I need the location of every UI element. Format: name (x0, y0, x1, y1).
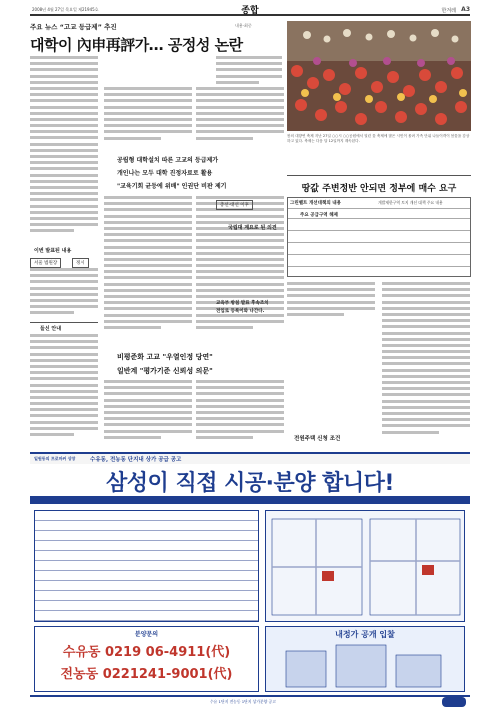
table-row (35, 521, 258, 531)
samsung-ad (30, 452, 470, 707)
side-subhead-1: 이번 발표된 내용 (34, 248, 72, 254)
table-row (288, 266, 470, 267)
article-kicker: 주요 뉴스 “고교 등급제” 추진 (30, 23, 117, 31)
subhead-col2-c: "교육기회 균등에 위배" 인권단 비판 제기 (117, 183, 227, 190)
box-label-2: 정시 (72, 258, 89, 268)
table-row (35, 511, 258, 521)
subhead-col2-bottom-a: 비평준화 고교 "우열인정 당연" (117, 353, 213, 361)
ad-top-headline: 수유동, 전농동 단지내 상가 공급 공고 (90, 457, 182, 463)
body-text-col1 (30, 56, 98, 244)
bid-label: 내정가 공개 입찰 (335, 630, 395, 639)
right-sub-a: 그린벨트 개선대책의 내용 (290, 201, 341, 206)
building-icon (266, 641, 466, 693)
table-row (35, 531, 258, 541)
phone-number-2[interactable]: 전농동 0221241-9001(代) (60, 667, 233, 682)
table-row (288, 254, 470, 255)
table-row (288, 242, 470, 243)
divider (30, 322, 98, 323)
table-heading: 개발제한구역 토지 개선 대책 주요 내용 (378, 200, 443, 205)
body-text-col1-c (30, 334, 98, 444)
right-subhead-bottom: 전원주택 신청 조건 (294, 436, 341, 442)
body-text-col2d (196, 196, 284, 338)
ad-divider-bar (30, 496, 470, 504)
body-text-col1-b (30, 268, 98, 318)
masthead-date: 2008년 4월 27일 목요일 제21945호 (32, 7, 99, 12)
policy-table (287, 197, 471, 277)
masthead (30, 4, 470, 16)
table-row (35, 561, 258, 571)
photo-caption: 봄의 대향연 축제 지난 27일 ○○시 ○○공원에서 열린 꽃 축제에 많은 시민이 몰려 가족 단위 나들이객이 봄꽃을 감상하고 있다. 축제는 다음 달 12일까지 계속된다. (287, 134, 470, 143)
article-headline: 대학이 內申再評가… 공정성 논란 (30, 36, 243, 54)
ad-table (34, 510, 259, 622)
body-text-col2e (104, 380, 192, 444)
body-text-col2c (104, 196, 192, 338)
flower-festival-photo (287, 21, 471, 131)
table-row (288, 230, 470, 231)
body-text-col2b (196, 87, 284, 145)
table-row (35, 591, 258, 601)
divider (287, 175, 471, 176)
table-row (35, 541, 258, 551)
table-row (35, 551, 258, 561)
ad-bid-box (265, 626, 465, 692)
page-number: A3 (461, 6, 470, 13)
side-subhead-2: 들신 안내 (40, 326, 62, 332)
table-row (35, 601, 258, 611)
paper-name: 한겨레 (441, 8, 456, 14)
table-row (288, 218, 470, 219)
phone-label: 분양문의 (134, 631, 159, 638)
flower-field-image (287, 21, 471, 131)
body-text-col2f (196, 380, 284, 444)
body-text-col3 (216, 56, 282, 86)
body-text-col2 (104, 87, 192, 145)
section-title: 종합 (241, 6, 259, 16)
body-text-right (287, 282, 375, 322)
table-row (35, 581, 258, 591)
table-row (35, 571, 258, 581)
body-text-right-b (382, 282, 470, 442)
subhead-col2-a: 공립형 대학설치 따른 고교의 등급제가 (117, 157, 219, 164)
subhead-col3-bottom: 교육부 방침 발표 후속조치 (216, 301, 269, 306)
right-headline: 땅값 주변정반 안되면 정부에 매수 요구 (301, 184, 457, 194)
box-label-3: 총선·대선 이후 (216, 200, 253, 210)
subhead-col3-title: 국립대 계요로 된 의견 (228, 225, 277, 231)
ad-title: 삼성이 직접 시공·분양 합니다! (106, 471, 394, 496)
ad-phone-box (34, 626, 259, 692)
phone-number-1[interactable]: 수유동 0219 06-4911(代) (62, 645, 231, 660)
table-row (35, 611, 258, 621)
map-icon (266, 511, 466, 623)
article-byline: 내용·최중 (235, 23, 252, 28)
samsung-logo-icon (442, 697, 466, 707)
ad-top-banner (30, 452, 470, 464)
ad-footer (30, 695, 470, 707)
subhead-col2-bottom-b: 일반계 "평가기준 신뢰성 의문" (117, 367, 213, 375)
ad-kicker: 일원동의 프로마커 상장 (34, 456, 76, 461)
ad-location-map (265, 510, 465, 622)
subhead-col2-b: 개인나는 모두 대학 진정자료로 활용 (117, 170, 213, 177)
subhead-col3-bottom-b: 전입로 등록이와 나간다. (216, 309, 265, 314)
right-sub-b: 주요 공급구역 해제 (300, 213, 338, 218)
ad-footer-text: 수유 1단지 전농동 1단지 상가분양 공고 (210, 699, 276, 704)
box-label-1: 서울 법원장 (30, 258, 61, 268)
table-row (288, 208, 470, 209)
